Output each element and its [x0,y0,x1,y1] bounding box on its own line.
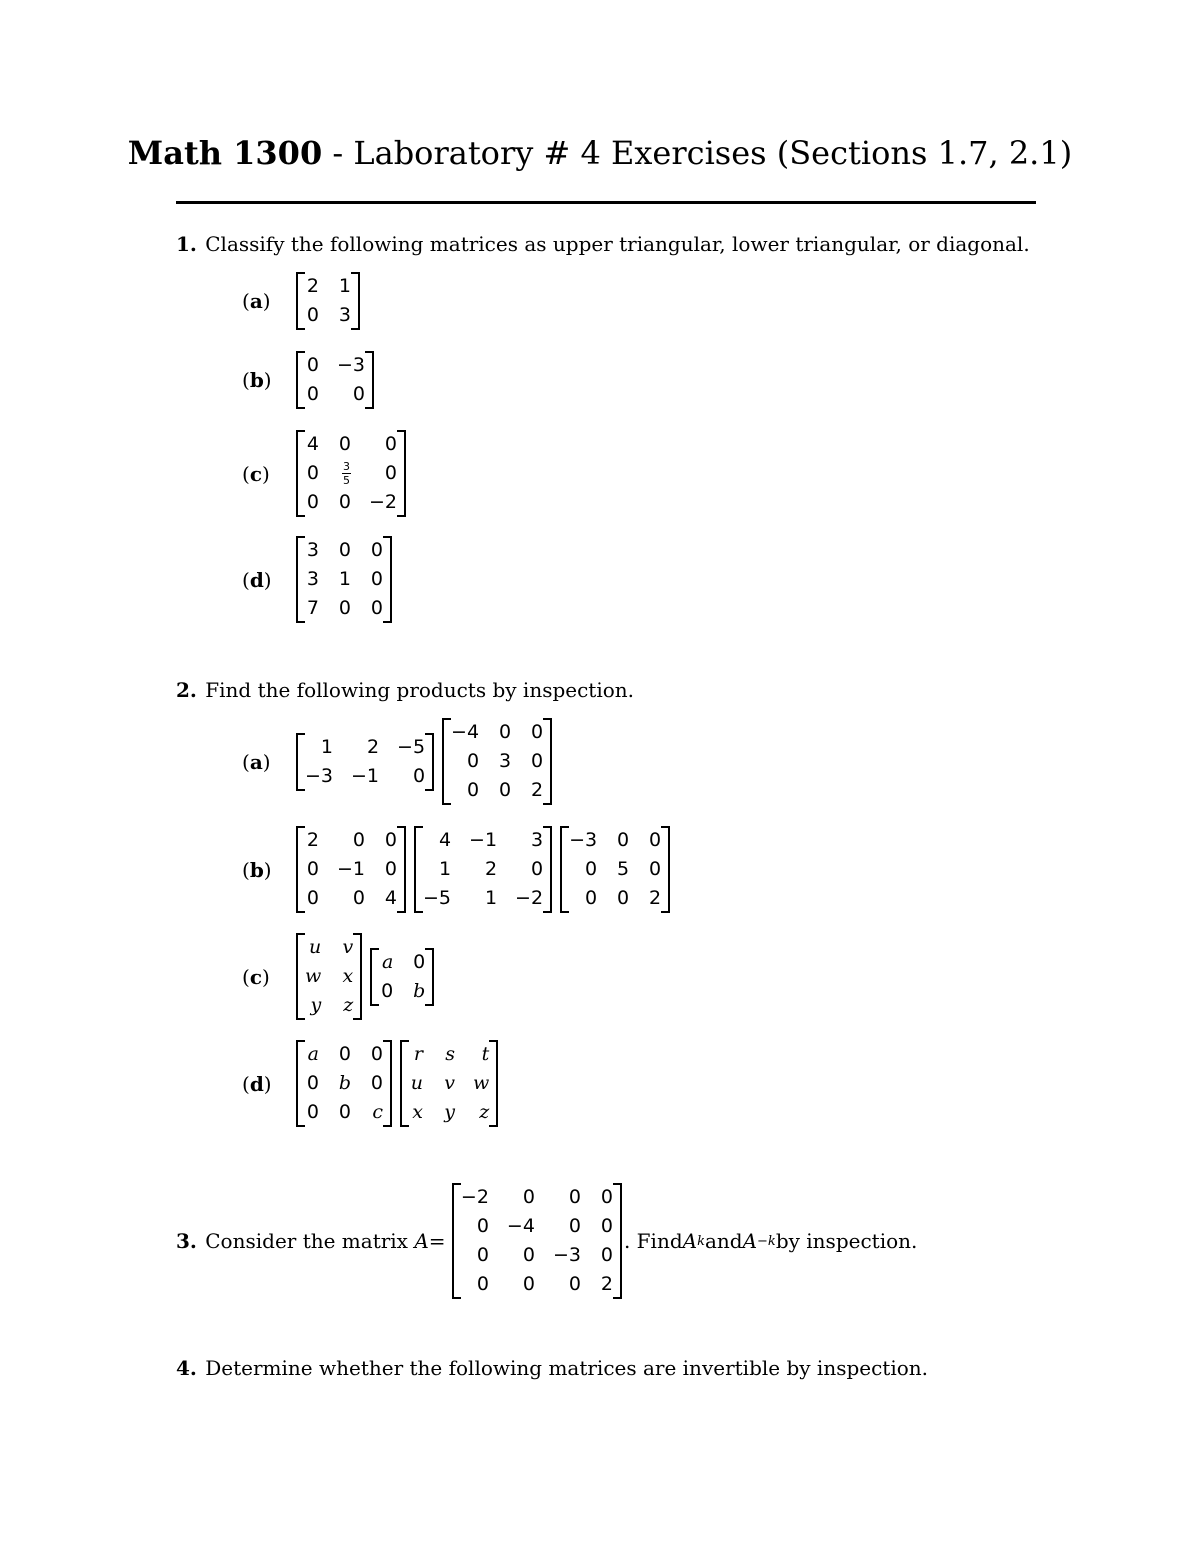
problem-text: Determine whether the following matrices are invertible by inspection. [205,1356,929,1380]
matrix-entry: 0 [370,1043,383,1065]
part-1d [242,536,400,623]
matrix-entry: v [342,936,354,958]
part-label: (a) [242,749,271,774]
matrix-variable: A [414,1229,429,1253]
power-base: A [682,1229,698,1253]
matrix-entry: 0 [616,887,630,909]
matrix-entry: 0 [522,1244,535,1266]
matrix-entry: 2 [648,887,662,909]
matrix-entry: 0 [648,829,662,851]
matrix-entry: 1 [484,887,498,909]
problem-text-end: by inspection. [775,1229,918,1253]
matrix-entry: −3 [569,829,598,851]
matrix-entry: 0 [384,462,398,484]
matrix-entry: 0 [384,433,398,455]
left-bracket [452,1183,461,1299]
matrix-cells [305,536,383,623]
matrix-entry: 0 [338,433,351,455]
matrix-entry: 0 [338,597,351,619]
matrix-entry: 0 [338,491,351,513]
matrix-entry: x [412,1101,423,1123]
matrix [370,948,434,1006]
matrix-entry: 0 [370,539,383,561]
problem-text-after: . Find [623,1229,683,1253]
matrix [296,733,434,791]
right-bracket [543,826,552,913]
part-2b [242,826,678,913]
page-title [0,134,1200,172]
right-bracket [351,272,360,330]
matrix-entry: −1 [337,858,366,880]
matrix [296,1040,392,1127]
matrix-entry: z [479,1101,490,1123]
left-bracket [296,826,305,913]
matrix-entry: 3 [306,568,319,590]
problem-number: 4. [176,1356,197,1380]
matrix-entry: w [305,965,322,987]
matrix [452,1183,622,1299]
part-label: (b) [242,368,272,392]
matrix-entry: 0 [370,1072,383,1094]
matrix-entry: 0 [370,568,383,590]
matrix-entry: 0 [306,383,319,405]
part-2a [242,718,560,805]
matrix-entry: 0 [600,1244,613,1266]
matrix-cells [305,351,365,409]
matrix-entry: 0 [600,1186,613,1208]
matrix-entry: 1 [320,735,334,758]
matrix-entry: 0 [530,750,544,772]
right-bracket [397,826,406,913]
matrix-entry: 0 [522,1186,535,1208]
matrix-entry: b [413,979,426,1002]
matrix-entry: 0 [381,979,394,1002]
matrix-entry: −5 [397,735,426,758]
matrix-cells [379,948,425,1006]
matrix-entry: 0 [616,829,630,851]
matrix-entry: u [410,1072,423,1094]
matrix-entry: 0 [584,858,598,880]
matrix-entry: 3 [338,304,351,326]
matrix [296,826,406,913]
matrix-entry: −3 [552,1244,581,1266]
matrix-cells [305,1040,383,1127]
matrix-entry: −1 [469,829,498,851]
matrix-entry: v [444,1072,455,1094]
right-bracket [613,1183,622,1299]
matrix-entry: 0 [306,887,319,909]
matrix-entry: 0 [568,1273,581,1295]
part-2d [242,1040,506,1127]
matrix-entry: 3 [530,829,544,851]
matrix-entry: 0 [568,1186,581,1208]
problem-text: Classify the following matrices as upper triangular, lower triangular, or diagonal. [205,232,1030,256]
matrix-entry: a [381,950,394,973]
matrix-entry: 0 [530,858,544,880]
left-bracket [296,351,305,409]
matrix-entry: 0 [306,354,319,376]
right-bracket [489,1040,498,1127]
problem-number: 1. [176,232,197,256]
matrix-entry: −4 [506,1215,535,1237]
matrix-entry: 0 [412,764,426,787]
right-bracket [661,826,670,913]
matrix-entry: 0 [384,829,398,851]
matrix-entry: 2 [530,779,544,801]
matrix-entry: 7 [306,597,319,619]
part-label: (d) [242,1071,272,1096]
matrix [296,933,362,1020]
matrix-entry: z [343,994,354,1016]
matrix-entry: $\frac{3}{5}$ [343,460,350,487]
part-label: (c) [242,461,270,486]
right-bracket [425,948,434,1006]
matrix-entry: y [310,994,322,1016]
matrix-entry: 0 [306,1072,319,1094]
matrix-entry: −2 [369,491,398,513]
matrix-entry: 0 [352,829,366,851]
matrix-entry: 0 [466,779,480,801]
problem-number: 3. [176,1229,197,1253]
matrix-cells [451,718,543,805]
matrix [560,826,670,913]
problem-number: 2. [176,678,197,702]
right-bracket [543,718,552,805]
matrix-entry: −3 [305,764,334,787]
problem-4 [176,1356,928,1380]
matrix-entry: 0 [476,1273,489,1295]
matrix-entry: 2 [306,275,319,297]
matrix-entry: 2 [366,735,380,758]
matrix-entry: −1 [351,764,380,787]
matrix-entry: a [307,1043,319,1065]
right-bracket [383,536,392,623]
matrix-entry: x [342,965,354,987]
inverse-power-base: A [742,1229,758,1253]
left-bracket [442,718,451,805]
matrix-cells [461,1183,613,1299]
power-exponent: k [697,1233,705,1249]
matrix-entry: 0 [338,539,351,561]
problem-text: Find the following products by inspection. [205,678,635,702]
matrix-entry: b [338,1072,351,1094]
left-bracket [296,430,305,517]
matrix-entry: s [445,1043,455,1065]
left-bracket [370,948,379,1006]
matrix-entry: 2 [600,1273,613,1295]
matrix-entry: 4 [384,887,398,909]
left-bracket [296,1040,305,1127]
matrix-entry: 0 [306,491,319,513]
matrix-cells [305,430,397,517]
matrix-entry: 0 [498,779,512,801]
left-bracket [400,1040,409,1127]
matrix-entry: 2 [306,829,319,851]
matrix-entry: −3 [337,354,366,376]
matrix-cells [423,826,543,913]
matrix-entry: 0 [522,1273,535,1295]
matrix [400,1040,498,1127]
right-bracket [365,351,374,409]
matrix-entry: −4 [451,721,480,743]
matrix-entry: 0 [600,1215,613,1237]
matrix [442,718,552,805]
problem-3 [176,1183,917,1299]
left-bracket [414,826,423,913]
matrix-entry: 0 [370,597,383,619]
matrix-entry: 4 [438,829,452,851]
matrix-entry: 1 [338,275,351,297]
part-1b [242,351,382,409]
problem-text: Consider the matrix [205,1229,408,1253]
matrix-entry: −2 [515,887,544,909]
matrix-entry: 1 [338,568,351,590]
matrix [296,536,392,623]
matrix-entry: 2 [484,858,498,880]
matrix-A [452,1183,624,1299]
part-label: (a) [242,289,271,313]
matrix-entry: 0 [338,1101,351,1123]
matrix-entry: 0 [384,858,398,880]
problem-1 [176,232,1030,256]
matrix-entry: 5 [616,858,630,880]
title-rule [176,201,1036,204]
matrix-entry: 4 [306,433,319,455]
matrix-entry: 0 [466,750,480,772]
part-1a [242,272,368,330]
equals-sign: = [428,1229,446,1253]
matrix-entry: 0 [338,1043,351,1065]
right-bracket [353,933,362,1020]
part-2c [242,933,442,1020]
matrix-entry: w [473,1072,490,1094]
matrix-entry: y [444,1101,455,1123]
matrix-entry: 1 [438,858,452,880]
matrix-cells [305,272,351,330]
matrix-entry: 3 [498,750,512,772]
matrix-entry: 0 [476,1215,489,1237]
matrix-entry: 0 [648,858,662,880]
right-bracket [383,1040,392,1127]
title-rest: - Laboratory # 4 Exercises (Sections 1.7, 2.1) [322,134,1073,172]
matrix-cells [409,1040,489,1127]
left-bracket [560,826,569,913]
matrix-entry: −2 [460,1186,489,1208]
part-label: (c) [242,964,270,989]
matrix [296,351,374,409]
matrix-entry: 0 [476,1244,489,1266]
matrix-entry: 0 [306,462,319,484]
inverse-power-exponent: −k [757,1233,776,1249]
matrix-cells [569,826,661,913]
matrix-entry: 3 [306,539,319,561]
title-course: Math 1300 [127,134,323,172]
matrix-cells [305,826,397,913]
matrix-entry: 0 [530,721,544,743]
matrix-entry: t [481,1043,490,1065]
left-bracket [296,272,305,330]
matrix-entry: 0 [352,887,366,909]
matrix-entry: 0 [498,721,512,743]
matrix-entry: c [372,1101,383,1123]
part-label: (b) [242,857,272,882]
matrix-entry: 0 [306,1101,319,1123]
matrix-entry: −5 [423,887,452,909]
problem-2 [176,678,634,702]
matrix-cells [305,733,425,791]
matrix-entry: 0 [413,950,426,973]
part-label: (d) [242,567,272,592]
matrix-entry: u [309,936,322,958]
right-bracket [397,430,406,517]
matrix [296,272,360,330]
left-bracket [296,536,305,623]
matrix-entry: 0 [352,383,366,405]
matrix [414,826,552,913]
matrix-cells [305,933,353,1020]
left-bracket [296,933,305,1020]
left-bracket [296,733,305,791]
part-1c [242,430,414,517]
matrix-entry: 0 [306,304,319,326]
matrix-entry: 0 [584,887,598,909]
matrix [296,430,406,517]
matrix-entry: 0 [568,1215,581,1237]
matrix-entry: r [413,1043,423,1065]
conjunction: and [704,1229,743,1253]
right-bracket [425,733,434,791]
matrix-entry: 0 [306,858,319,880]
